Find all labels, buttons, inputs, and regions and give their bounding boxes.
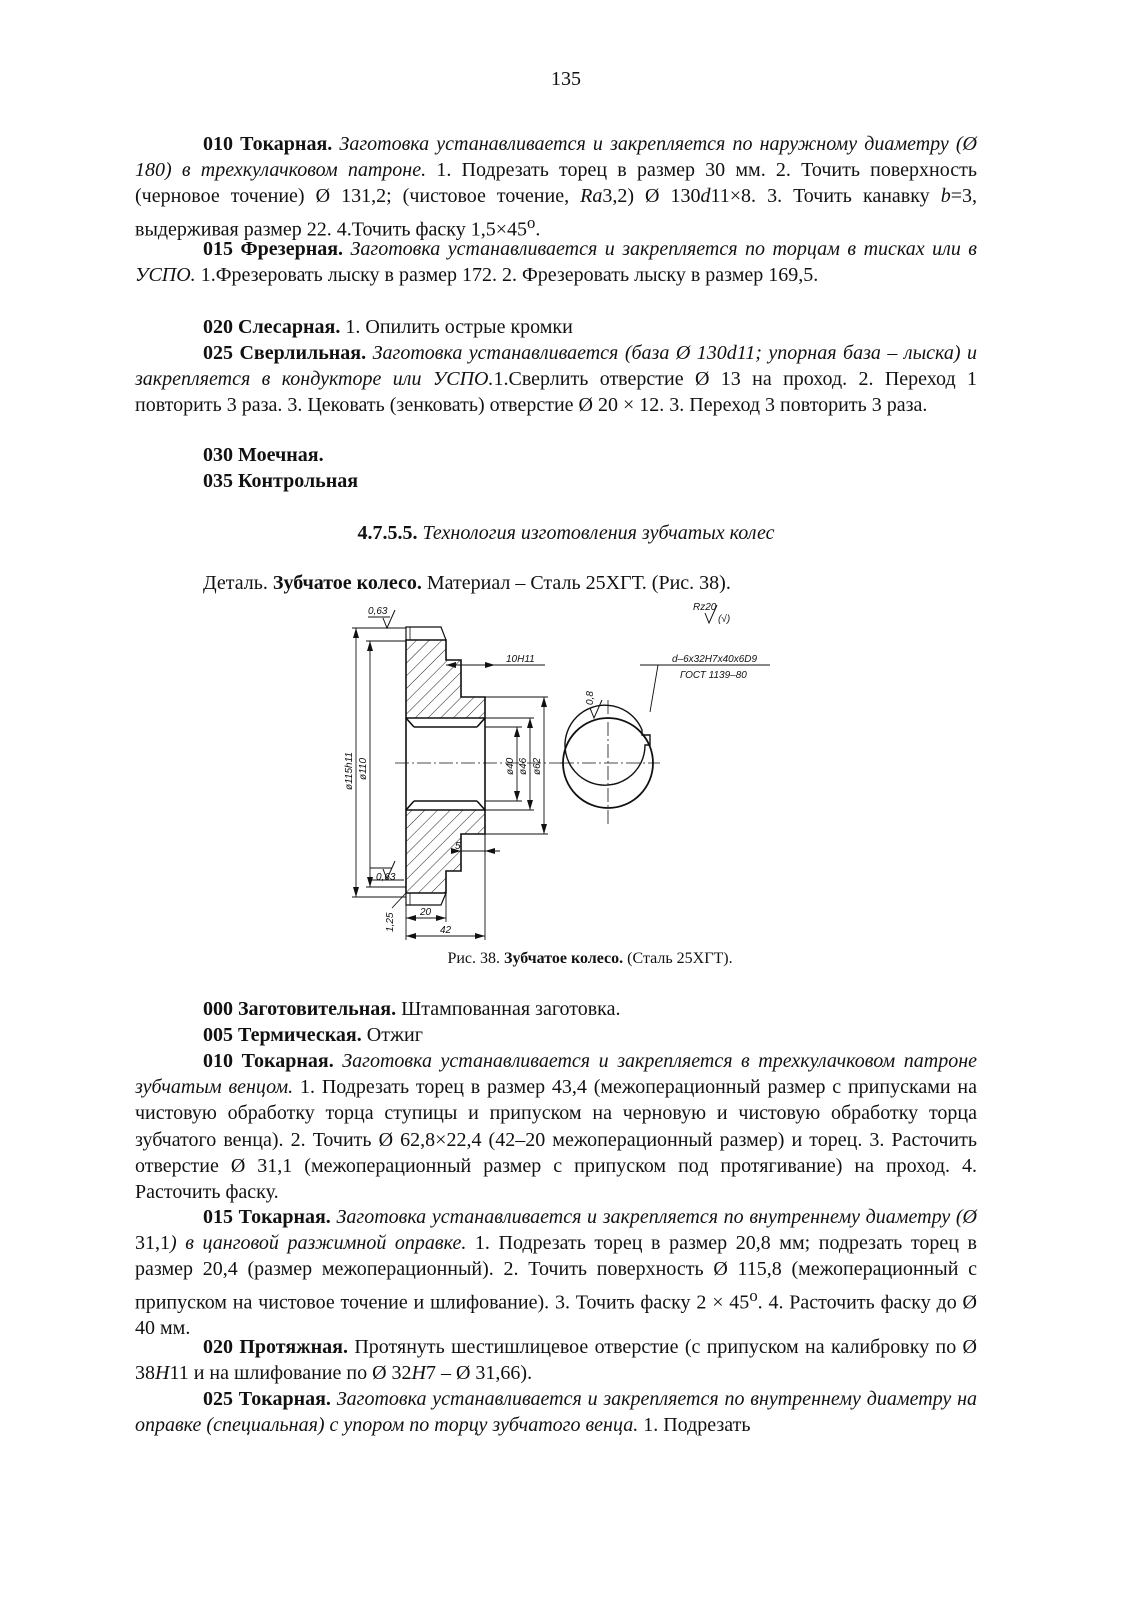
op-setup: Заготовка устанавливается и закрепляется в трехкулачковом патроне зубчатым венцом. <box>135 1050 977 1099</box>
op-setup: ) в цанговой разжимной оправке. <box>170 1232 467 1255</box>
op-title: 020 Протяжная. <box>203 1336 348 1358</box>
d-root-label: ø110 <box>358 757 369 780</box>
width-slot-label: 10H11 <box>506 654 535 665</box>
chamfer-label: 1,25 <box>385 912 396 932</box>
op015b-paragraph <box>135 1204 977 1342</box>
op-steps: 1.Фрезеровать лыску в размер 172. 2. Фрезеровать лыску в размер 169,5. <box>195 264 819 287</box>
detail-prefix: Деталь. <box>203 572 273 594</box>
op-setup: Заготовка устанавливается (база Ø 130d11; упорная база – лыска) и закрепляется в кондукторе или УСПО. <box>135 342 977 391</box>
rough-top-label: 0,63 <box>368 606 388 617</box>
rough-bottom-label: 0,63 <box>376 872 396 883</box>
op-setup: Заготовка устанавливается и закрепляется по наружному диаметру (Ø 180) в трехкулачковом патроне. <box>135 133 978 182</box>
op-steps: Штампованная заготовка. <box>396 998 621 1020</box>
ra-symbol: Ra <box>580 185 603 208</box>
op-steps: 1. Подрезать торец в размер 30 мм. 2. Точить поверхность (черновое точение) Ø 131,2; (чистовое точение, <box>135 159 978 208</box>
rough-general-label: Rz20 <box>693 602 717 613</box>
op010b-paragraph <box>135 1048 977 1205</box>
op-steps: 1. Опилить острые кромки <box>340 316 573 338</box>
op-setup: Заготовка устанавливается и закрепляется по внутреннему диаметру на оправке (специальная) с упором по торцу зубчатого венца. <box>135 1388 978 1437</box>
op-steps: 3,2) Ø 130 <box>602 185 701 208</box>
caption-suffix: (Сталь 25ХГТ). <box>623 950 733 967</box>
op-title: 000 Заготовительная. <box>203 998 397 1020</box>
d-hub-inner-label: ø46 <box>518 757 529 775</box>
upper-section <box>406 640 485 718</box>
op-title: 025 Сверлильная. <box>203 342 367 364</box>
page-number: 135 <box>551 68 581 90</box>
bore-outline <box>406 718 485 810</box>
lower-section <box>406 810 485 893</box>
figure-caption <box>0 950 1132 968</box>
op-steps: 1. Подрезать <box>638 1414 751 1437</box>
op-steps: 1.Сверлить отверстие Ø 13 на проход. 2. Переход 1 повторить 3 раза. 3. Цековать (зенковать) отверстие Ø 20 × 12. 3. Переход 3 повторить 3 раза. <box>135 368 978 417</box>
op-title: 030 Моечная. <box>203 444 324 466</box>
d-hub-label: ø62 <box>532 757 543 775</box>
spline-spec-label: d–6x32H7x40x6D9 <box>672 654 758 665</box>
var-b: b <box>940 185 951 208</box>
dim-42-label: 42 <box>440 925 452 936</box>
op-title: 035 Контрольная <box>203 470 359 492</box>
op025b-paragraph <box>135 1386 977 1438</box>
op005-paragraph <box>135 1022 977 1048</box>
d-bore-label: ø40 <box>505 757 516 775</box>
rough-spline-label: 0,8 <box>585 691 596 705</box>
op-setup-number: 31,1 <box>135 1232 170 1255</box>
op-steps: 11×8. 3. Точить канавку <box>710 185 941 208</box>
gost-label: ГОСТ 1139–80 <box>680 670 747 681</box>
op-steps: Отжиг <box>361 1024 423 1046</box>
op-title: 025 Токарная. <box>203 1388 331 1410</box>
op-title: 005 Термическая. <box>203 1024 362 1046</box>
fit-letter: H <box>411 1362 426 1385</box>
rough-general-sym: (√) <box>718 614 731 625</box>
op-setup: Заготовка устанавливается и закрепляется по внутреннему диаметру (Ø <box>336 1206 977 1228</box>
op-steps: 11 и на шлифование по Ø 32 <box>169 1362 412 1385</box>
op-steps: 1. Подрезать торец в размер 20,8 мм; подрезать торец в размер 20,4 (размер межоперационный). 2. Точить поверхность Ø 115,8 (межоперационный с припуском на чистовое точение и шлифование). 3. Точить фаску 2 × 45 <box>135 1232 977 1314</box>
caption-prefix: Рис. 38. <box>447 950 504 967</box>
op-steps: . 4. Расточить фаску до Ø 40 мм. <box>135 1291 977 1340</box>
d-outer-label: ø115h11 <box>344 752 355 790</box>
op-title: 015 Фрезерная. <box>203 238 344 260</box>
op-steps: Протянуть шестишлицевое отверстие (с припуском на калибровку по Ø 38 <box>135 1336 977 1385</box>
caption-name: Зубчатое колесо. <box>504 950 624 967</box>
op-steps: =3, выдерживая размер 22. 4.Точить фаску 1,5×45 <box>135 185 977 241</box>
section-title: Технология изготовления зубчатых колес <box>417 522 775 544</box>
op-steps: 1. Подрезать торец в размер 43,4 (межоперационный размер с припусками на чистовую обработку торца ступицы и припуском на черновую и чистовую обработку торца зубчатого венца). 2. Точить Ø 62,8×22,4 (42–20 межоперационный размер) и торец. 3. Расточить отверстие Ø 31,1 (межоперационный размер с припуском под протягивание) на проход. 4. Расточить фаску. <box>135 1076 978 1204</box>
op-setup: Заготовка устанавливается и закрепляется по торцам в тисках или в УСПО. <box>135 238 977 287</box>
dim-5-label: 5 <box>455 841 461 852</box>
detail-name: Зубчатое колесо. <box>272 572 422 594</box>
dim-20-label: 20 <box>420 907 432 918</box>
section-number: 4.7.5.5. <box>357 522 418 544</box>
op-title: 020 Слесарная. <box>203 316 341 338</box>
detail-suffix: Материал – Сталь 25ХГТ. (Рис. 38). <box>421 572 731 594</box>
degree-sup: o <box>526 212 536 232</box>
degree-sup: o <box>749 1285 758 1305</box>
fit-letter: d <box>700 185 711 208</box>
op-steps-end: . <box>535 218 541 241</box>
op020b-paragraph <box>135 1334 977 1386</box>
op-title: 010 Токарная. <box>203 1050 334 1072</box>
op-title: 015 Токарная. <box>203 1206 331 1228</box>
fit-letter: H <box>155 1362 170 1385</box>
op-title: 010 Токарная. <box>203 133 333 155</box>
op-steps: 7 – Ø 31,66). <box>425 1362 533 1385</box>
op000-paragraph <box>135 996 977 1022</box>
